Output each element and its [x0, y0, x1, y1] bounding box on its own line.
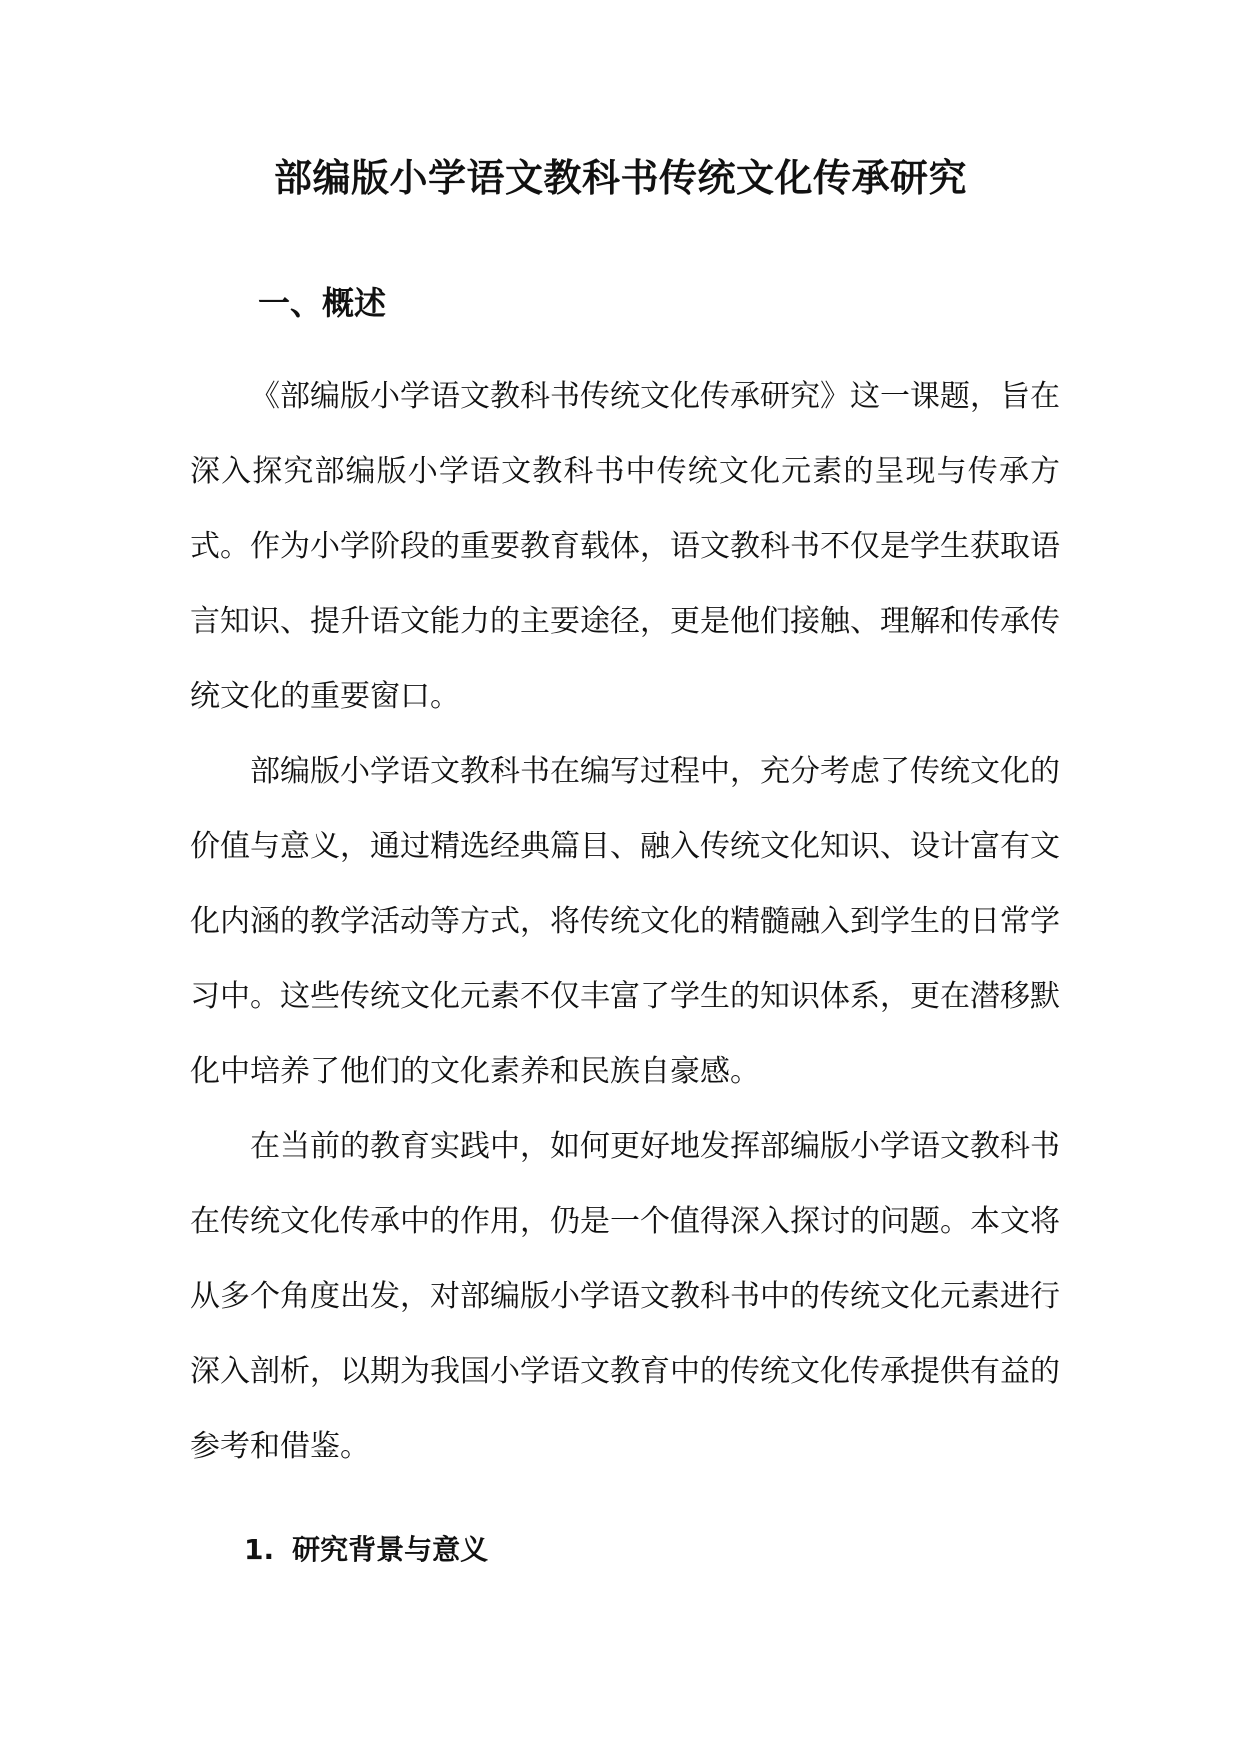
section-heading-overview: 一、概述 [258, 284, 387, 322]
document-title: 部编版小学语文教科书传统文化传承研究 [273, 156, 967, 200]
paragraph-3: 在当前的教育实践中，如何更好地发挥部编版小学语文教科书在传统文化传承中的作用，仍是一个值得深入探讨的问题。本文将从多个角度出发，对部编版小学语文教科书中的传统文化元素进行深入剖析，以期为我国小学语文教育中的传统文化传承提供有益的参考和借鉴。 [190, 1129, 1060, 1464]
subheading-number: 1. [244, 1533, 275, 1566]
document-body [190, 359, 1060, 1484]
paragraph-1: 《部编版小学语文教科书传统文化传承研究》这一课题，旨在深入探究部编版小学语文教科书中传统文化元素的呈现与传承方式。作为小学阶段的重要教育载体，语文教科书不仅是学生获取语言知识、提升语文能力的主要途径，更是他们接触、理解和传承传统文化的重要窗口。 [190, 379, 1060, 714]
subheading-research-background [244, 1528, 488, 1572]
paragraph-2: 部编版小学语文教科书在编写过程中，充分考虑了传统文化的价值与意义，通过精选经典篇目、融入传统文化知识、设计富有文化内涵的教学活动等方式，将传统文化的精髓融入到学生的日常学习中。这些传统文化元素不仅丰富了学生的知识体系，更在潜移默化中培养了他们的文化素养和民族自豪感。 [190, 754, 1060, 1089]
subheading-text: 研究背景与意义 [292, 1533, 489, 1566]
